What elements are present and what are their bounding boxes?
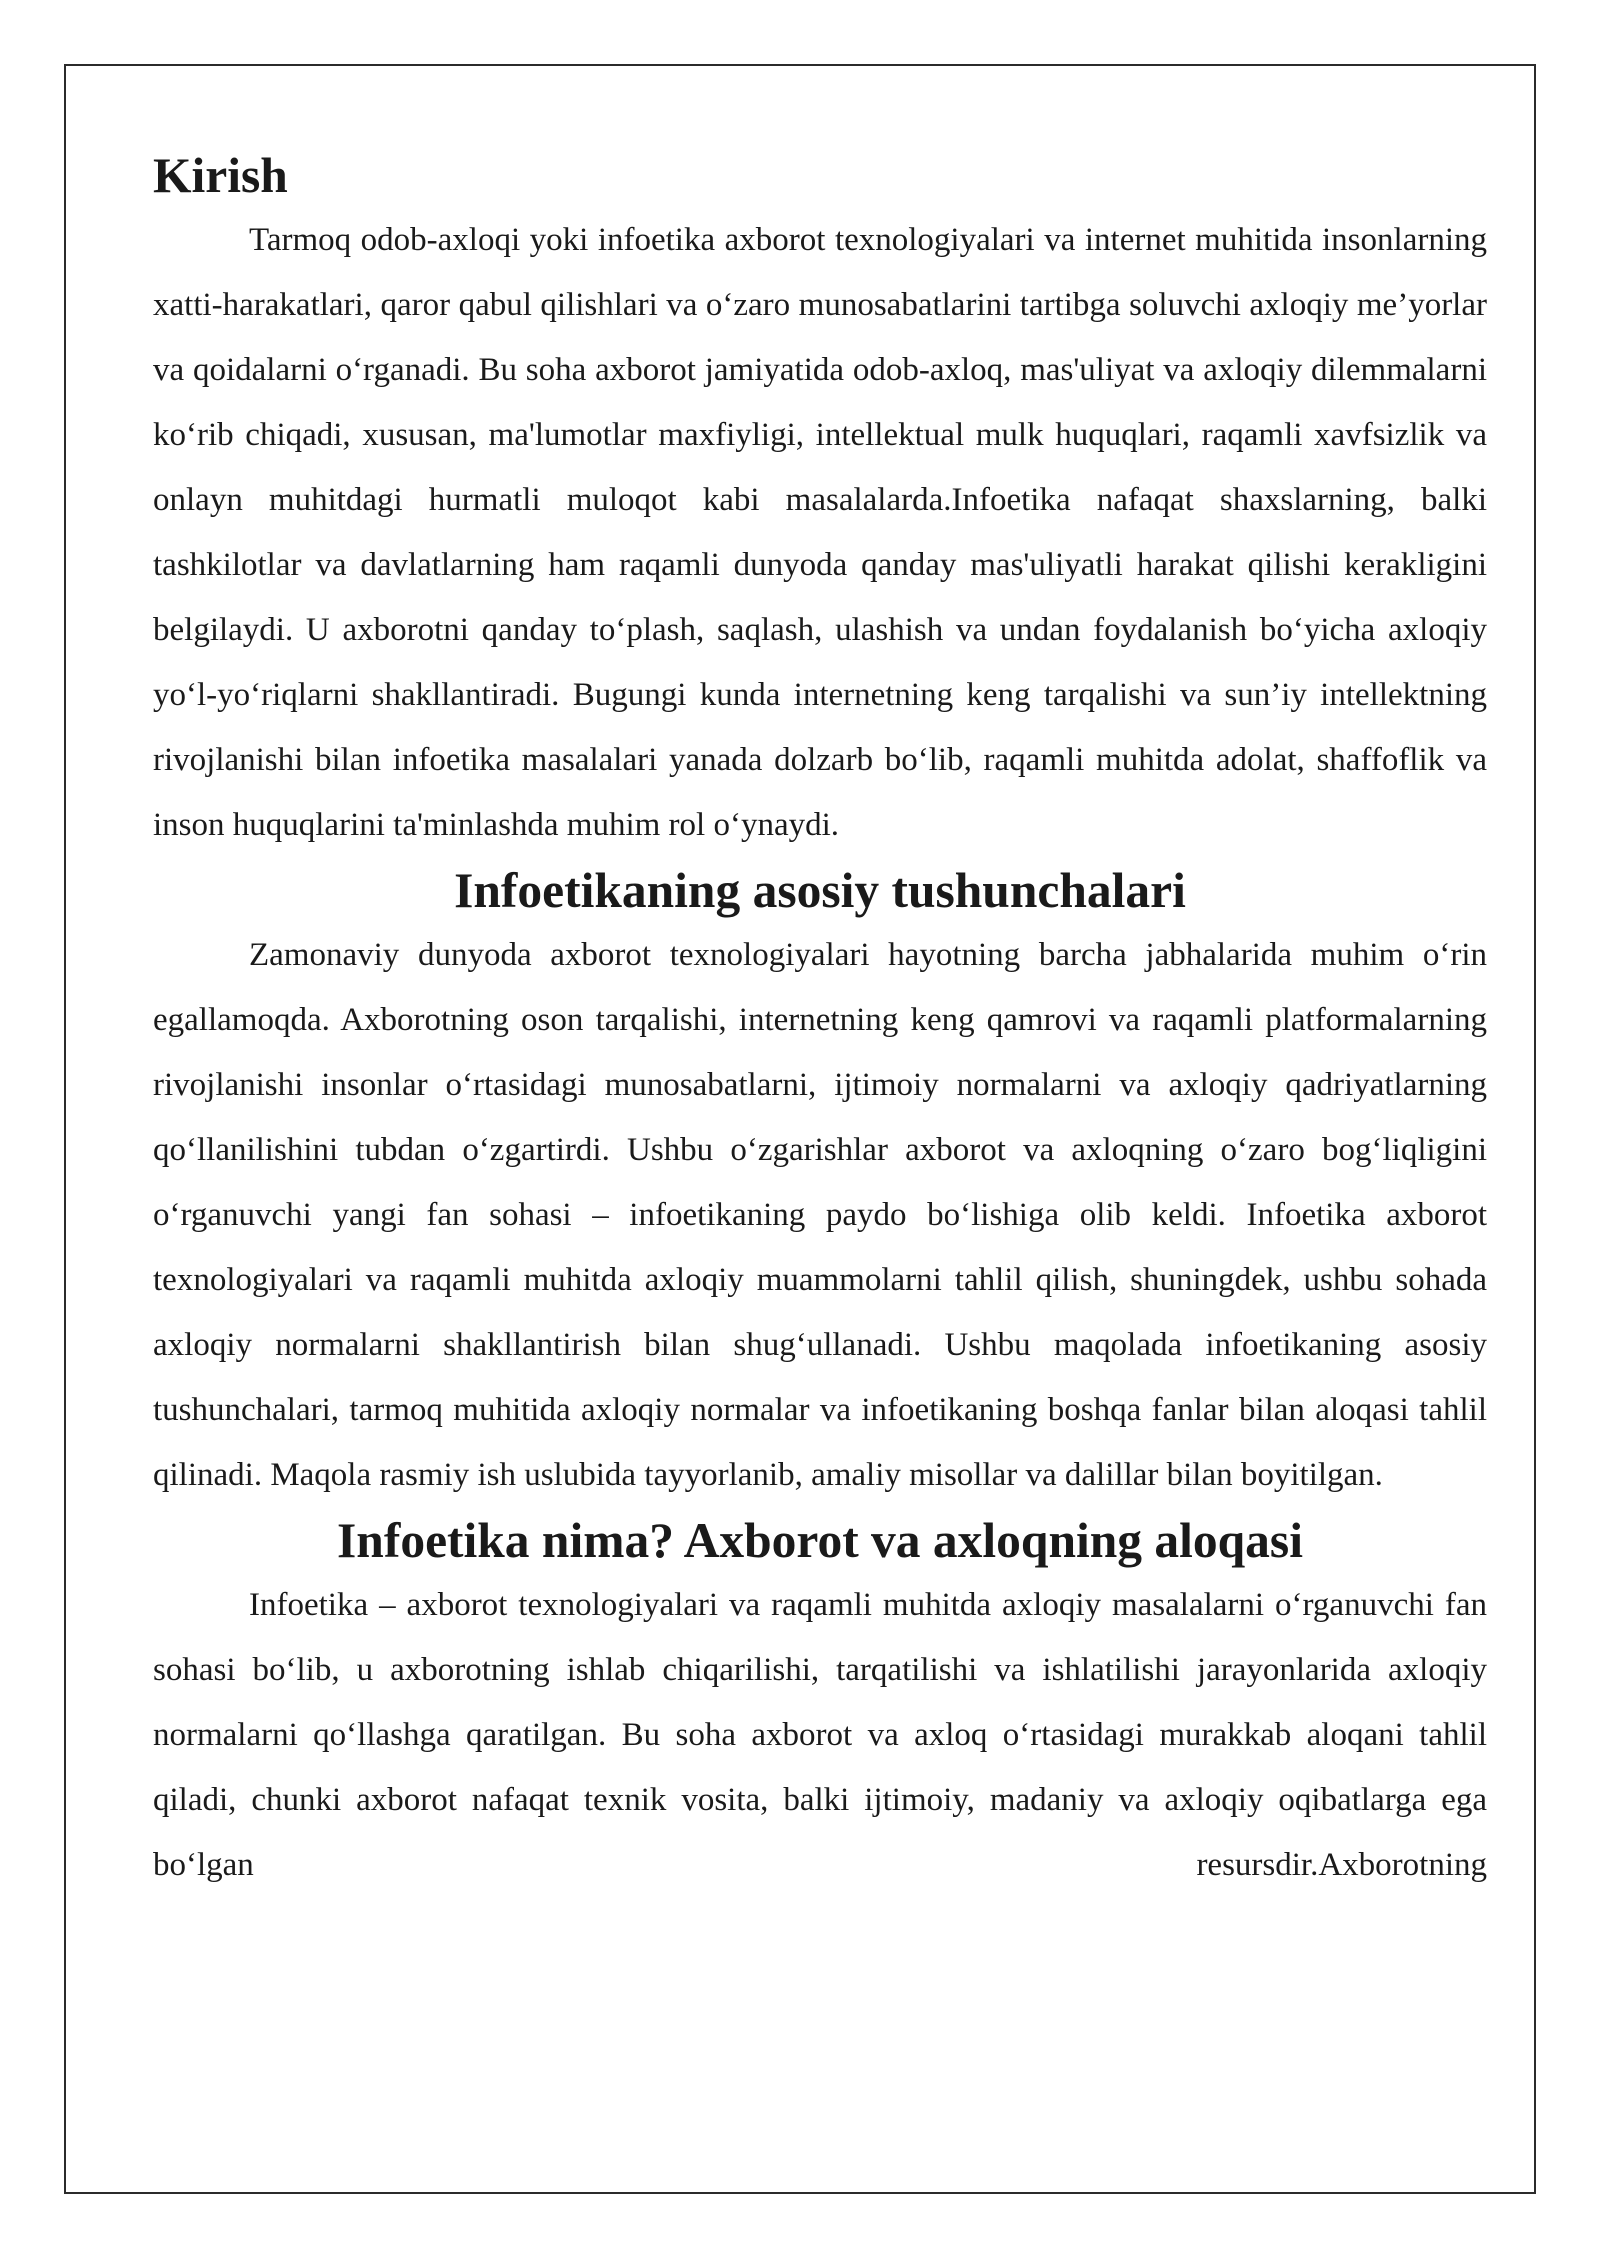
- paragraph-basic-concepts: Zamonaviy dunyoda axborot texnologiyalari hayotning barcha jabhalarida muhim o‘rin egallamoqda. Axborotning oson tarqalishi, internetning keng qamrovi va raqamli platformalarning rivojlanishi insonlar o‘rtasidagi munosabatlarni, ijtimoiy normalarni va axloqiy qadriyatlarning qo‘llanilishini tubdan o‘zgartirdi. Ushbu o‘zgarishlar axborot va axloqning o‘zaro bog‘liqligini o‘rganuvchi yangi fan sohasi – infoetikaning paydo bo‘lishiga olib keldi. Infoetika axborot texnologiyalari va raqamli muhitda axloqiy muammolarni tahlil qilish, shuningdek, ushbu sohada axloqiy normalarni shakllantirish bilan shug‘ullanadi. Ushbu maqolada infoetikaning asosiy tushunchalari, tarmoq muhitida axloqiy normalar va infoetikaning boshqa fanlar bilan aloqasi tahlil qilinadi. Maqola rasmiy ish uslubida tayyorlanib, amaliy misollar va dalillar bilan boyitilgan.: [153, 937, 1487, 1493]
- section-heading-what-is-infoetika: Infoetika nima? Axborot va axloqning aloqasi: [337, 1513, 1303, 1568]
- paragraph-what-is-infoetika: Infoetika – axborot texnologiyalari va raqamli muhitda axloqiy masalalarni o‘rganuvchi fan sohasi bo‘lib, u axborotning ishlab chiqarilishi, tarqatilishi va ishlatilishi jarayonlarida axloqiy normalarni qo‘llashga qaratilgan. Bu soha axborot va axloq o‘rtasidagi murakkab aloqani tahlil qiladi, chunki axborot nafaqat texnik vosita, balki ijtimoiy, madaniy va axloqiy oqibatlarga ega bo‘lgan resursdir.Axborotning: [153, 1587, 1487, 1883]
- document-body: [153, 143, 1487, 1898]
- paragraph-intro: Tarmoq odob-axloqi yoki infoetika axborot texnologiyalari va internet muhitida insonlarning xatti-harakatlari, qaror qabul qilishlari va o‘zaro munosabatlarini tartibga soluvchi axloqiy me’yorlar va qoidalarni o‘rganadi. Bu soha axborot jamiyatida odob-axloq, mas'uliyat va axloqiy dilemmalarni ko‘rib chiqadi, xususan, ma'lumotlar maxfiyligi, intellektual mulk huquqlari, raqamli xavfsizlik va onlayn muhitdagi hurmatli muloqot kabi masalalarda.Infoetika nafaqat shaxslarning, balki tashkilotlar va davlatlarning ham raqamli dunyoda qanday mas'uliyatli harakat qilishi kerakligini belgilaydi. U axborotni qanday to‘plash, saqlash, ulashish va undan foydalanish bo‘yicha axloqiy yo‘l-yo‘riqlarni shakllantiradi. Bugungi kunda internetning keng tarqalishi va sun’iy intellektning rivojlanishi bilan infoetika masalalari yanada dolzarb bo‘lib, raqamli muhitda adolat, shaffoflik va inson huquqlarini ta'minlashda muhim rol o‘ynaydi.: [153, 222, 1487, 843]
- section-heading-kirish: Kirish: [153, 148, 288, 203]
- section-heading-basic-concepts: Infoetikaning asosiy tushunchalari: [454, 863, 1186, 918]
